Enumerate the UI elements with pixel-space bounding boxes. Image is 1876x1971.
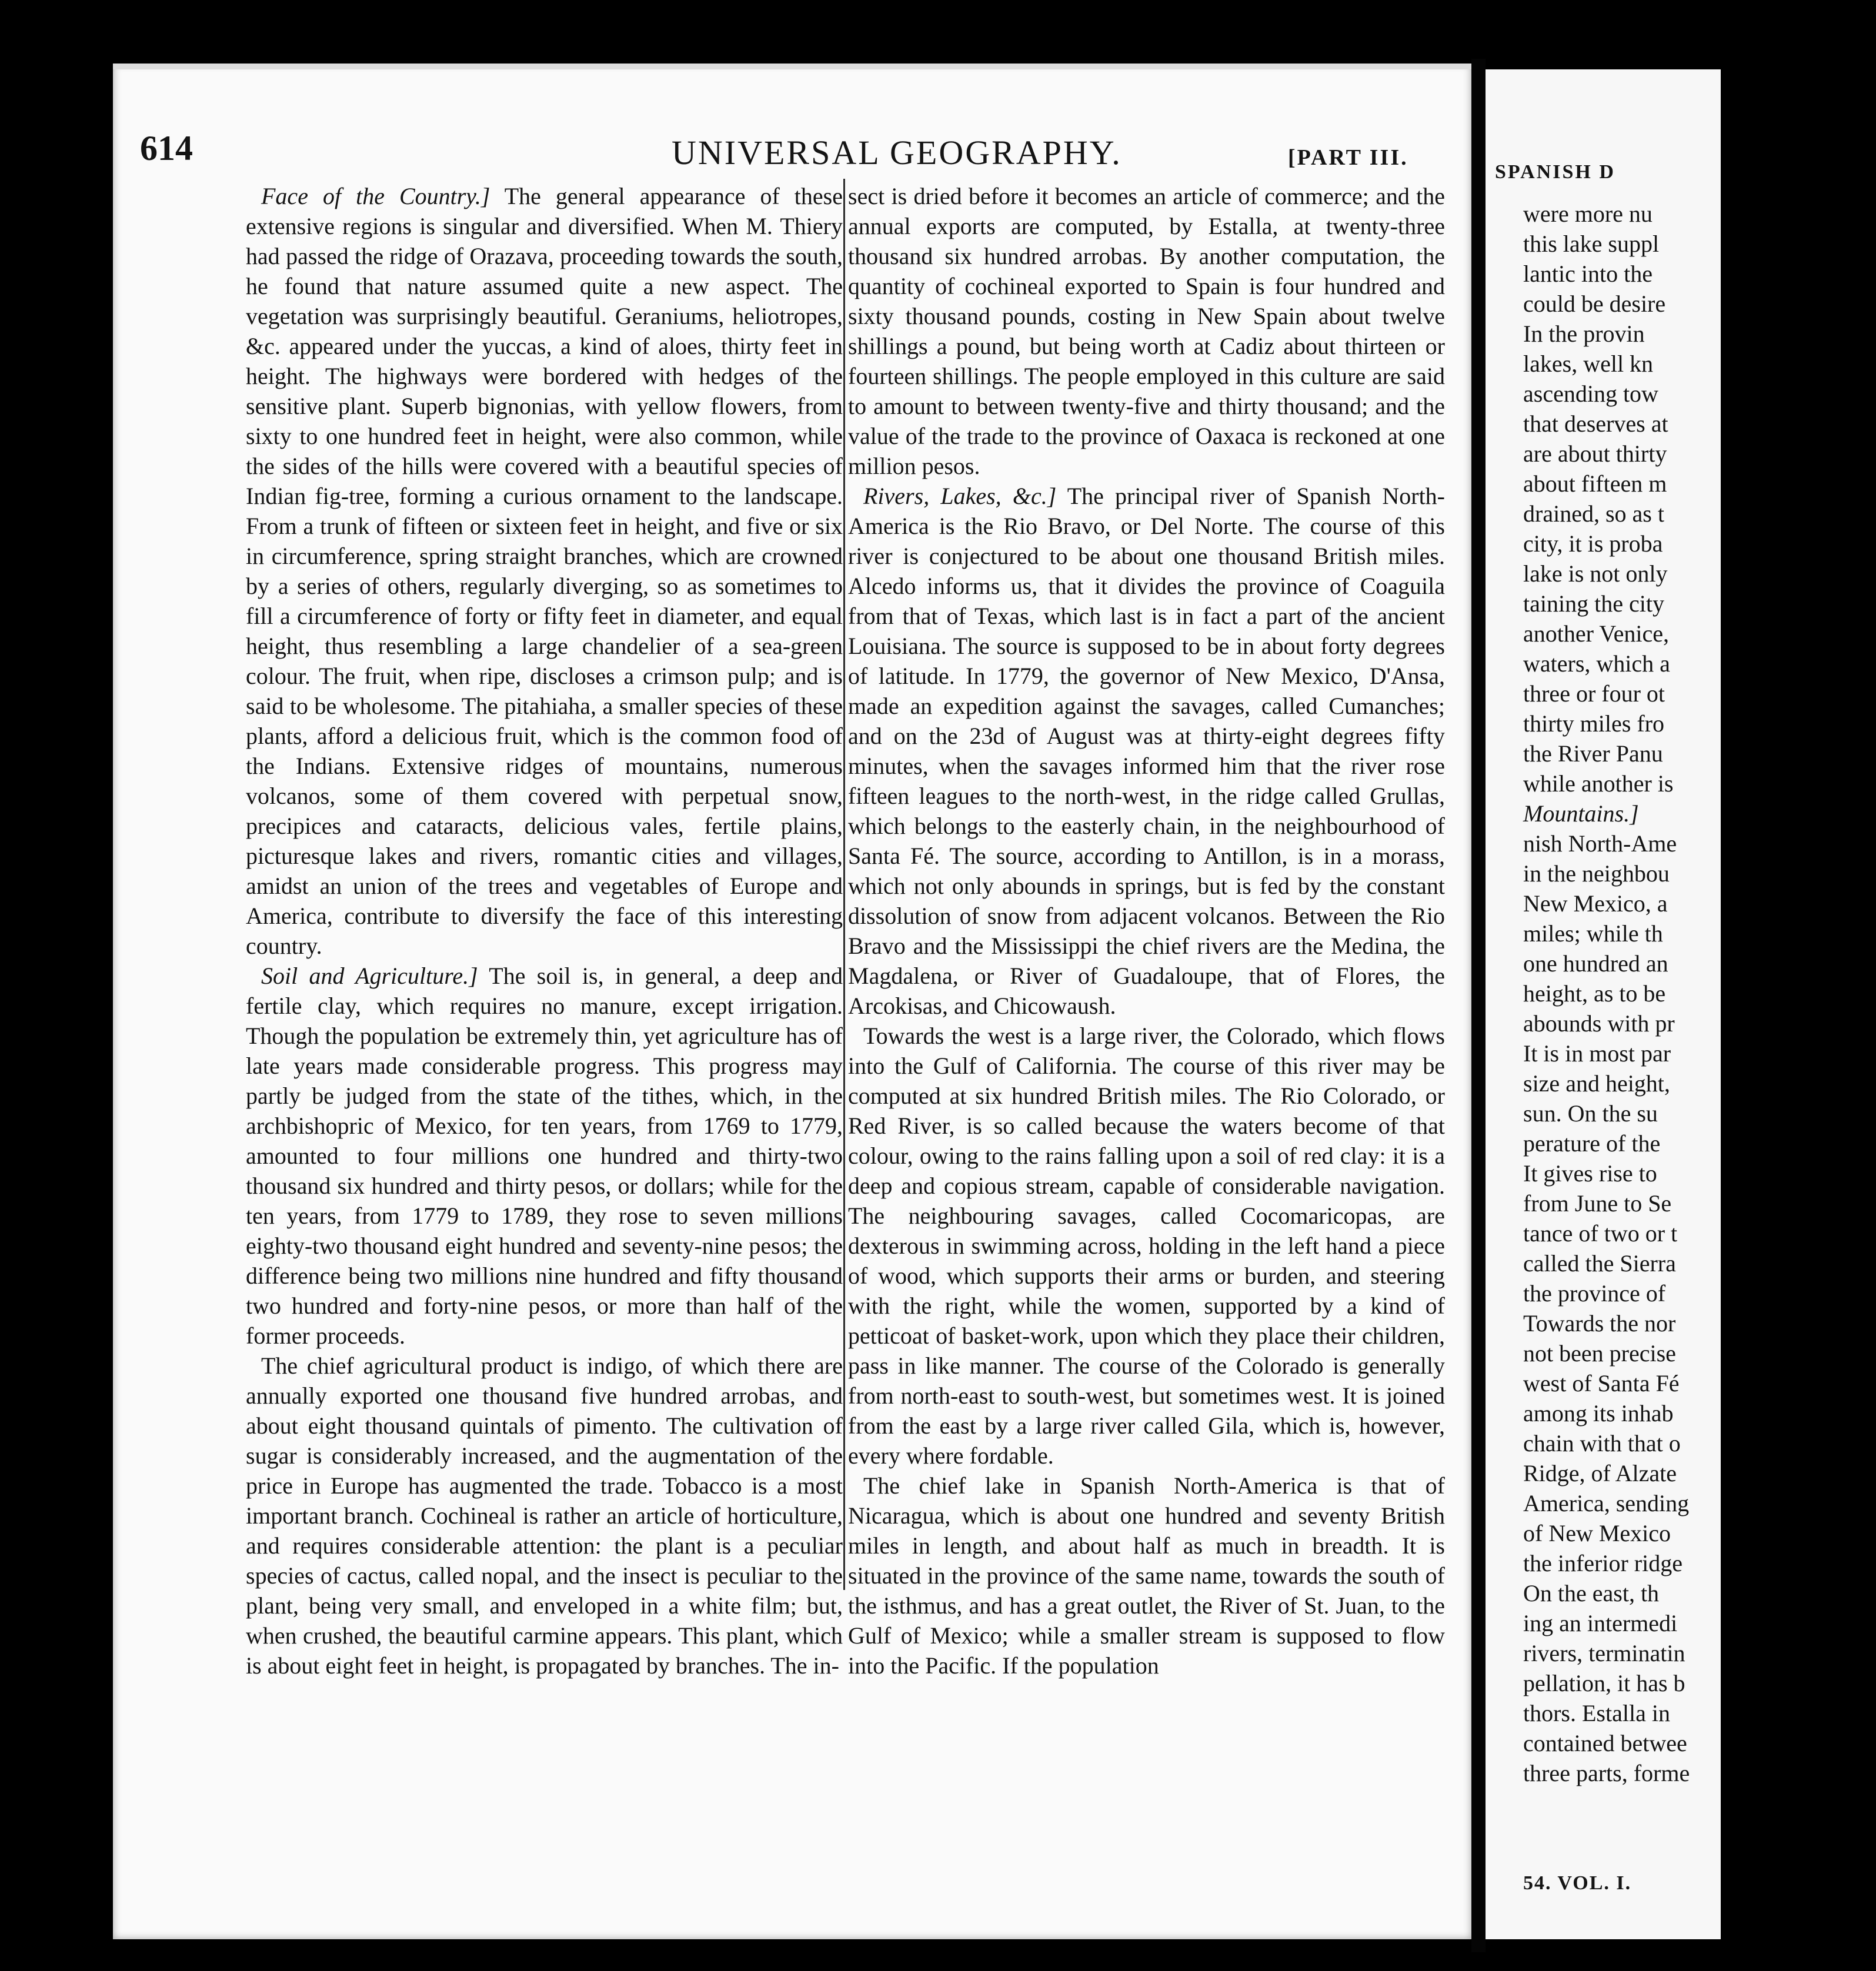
next-page-line: drained, so as t [1523, 500, 1664, 527]
next-page-line: chain with that o [1523, 1430, 1681, 1456]
paragraph-soil-agriculture [246, 961, 843, 1351]
next-page-line: that deserves at [1523, 410, 1668, 437]
next-page-line: from June to Se [1523, 1190, 1672, 1217]
next-page-line: were more nu [1523, 201, 1653, 227]
paragraph-text: The principal river of Spanish North-America is the Rio Bravo, or Del Norte. The course of this river is conjectured to be about one thousand British miles. Alcedo informs us, that it divides the province of Coaguila from that of Texas, which last is in fact a part of the ancient Louisiana. The source is supposed to be in about forty degrees of latitude. In 1779, the governor of New Mexico, D'Ansa, made an expedition against the savages, called Cumanches; and on the 23d of August was at thirty-eight degrees fifty minutes, when the savages informed him that the river rose fifteen leagues to the north-west, in the ridge called Grullas, which belongs to the easterly chain, in the neighbourhood of Santa Fé. The source, according to Antillon, is in a morass, which not only abounds in springs, but is fed by the constant dissolution of snow from adjacent volcanos. Between the Rio Bravo and the Mississippi the chief rivers are the Medina, the Magdalena, or River of Guadaloupe, that of Flores, the Arcokisas, and Chicowaush. [848, 483, 1445, 1019]
paragraph-colorado: Towards the west is a large river, the Colorado, which flows into the Gulf of California. The course of this river may be computed at six hundred British miles. The Rio Colorado, or Red River, is so called because the waters become of that colour, owing to the rains falling upon a soil of red clay: it is a deep and copious stream, capable of considerable navigation. The neighbouring savages, called Cocomaricopas, are dexterous in swimming across, holding in the left hand a piece of wood, which supports their arms or burden, and steering with the right, while the women, supported by a kind of petticoat of basket-work, upon which they place their children, pass in like manner. The course of the Colorado is generally from north-east to south-west, but sometimes west. It is joined from the east by a large river called Gila, which is, however, every where fordable. [848, 1023, 1445, 1469]
next-page-line: west of Santa Fé [1523, 1370, 1680, 1397]
next-page-line: one hundred an [1523, 950, 1668, 977]
next-page-line: miles; while th [1523, 920, 1663, 947]
next-page-line: New Mexico, a [1523, 890, 1668, 917]
next-page-line: this lake suppl [1523, 230, 1660, 257]
next-page-line: On the east, th [1523, 1580, 1660, 1606]
paragraph-text: The general appearance of these extensive regions is singular and diversified. When M. Thiery had passed the ridge of Orazava, proceeding towards the south, he found that nature assumed quite a new aspect. The vegetation was surprisingly beautiful. Geraniums, heliotropes, &c. appeared under the yuccas, a kind of aloes, thirty feet in height. The highways were bordered with hedges of the sensitive plant. Superb bignonias, with yellow flowers, from sixty to one hundred feet in height, were also common, while the sides of the hills were covered with a beautiful species of Indian fig-tree, forming a curious ornament to the landscape. From a trunk of fifteen or sixteen feet in height, and five or six in circumference, spring straight branches, which are crowned by a series of others, regularly diverging, so as sometimes to fill a circumference of forty or fifty feet in diameter, and equal height, thus resembling a large chandelier of a sea-green colour. The fruit, when ripe, discloses a crimson pulp; and is said to be wholesome. The pitahiaha, a smaller species of these plants, afford a delicious fruit, which is the common food of the Indians. Extensive ridges of mountains, numerous volcanos, some of them covered with perpetual snow, precipices and cataracts, delicious vales, fertile plains, picturesque lakes and rivers, romantic cities and villages, amidst an union of the trees and vegetables of Europe and America, contribute to diversify the face of this interesting country. [246, 183, 843, 959]
next-page-line: Ridge, of Alzate [1523, 1460, 1677, 1486]
next-page-line: height, as to be [1523, 980, 1666, 1007]
paragraph-rivers-lakes [848, 481, 1445, 1021]
next-page-line: called the Sierra [1523, 1250, 1676, 1277]
paragraph-nicaragua: The chief lake in Spanish North-America is that of Nicaragua, which is about one hundred and seventy British miles in length, and about half as much in breadth. It is situated in the province of the same name, towards the south of the isthmus, and has a great outlet, the River of St. Juan, to the Gulf of Mexico; while a smaller stream is supposed to flow into the Pacific. If the population [848, 1472, 1445, 1679]
next-page-line: Towards the nor [1523, 1310, 1676, 1337]
right-column [848, 181, 1445, 1681]
part-label: [PART III. [1288, 145, 1408, 170]
next-page-line: the inferior ridge [1523, 1550, 1683, 1576]
book-page-614 [113, 64, 1471, 1939]
next-page-line: nish North-Ame [1523, 830, 1677, 857]
next-page-line: abounds with pr [1523, 1010, 1675, 1037]
paragraph-face-of-country [246, 181, 843, 961]
column-divider [843, 179, 845, 1590]
next-page-line: of New Mexico [1523, 1520, 1671, 1546]
section-lead-rivers-lakes: Rivers, Lakes, &c.] [863, 483, 1057, 509]
next-page-line: not been precise [1523, 1340, 1676, 1367]
next-page-line: size and height, [1523, 1070, 1670, 1097]
paragraph-cochineal-continued: sect is dried before it becomes an article of commerce; and the annual exports are computed, by Estalla, at twenty-three thousand six hundred arrobas. By another computation, the quantity of cochineal exported to Spain is four hundred and sixty thousand pounds, costing in New Spain about twelve shillings a pound, but being worth at Cadiz about thirteen or fourteen shillings. The people employed in this culture are said to amount to between twenty-five and thirty thousand; and the value of the trade to the province of Oaxaca is reckoned at one million pesos. [848, 183, 1445, 479]
section-lead-soil-agriculture: Soil and Agriculture.] [261, 963, 478, 989]
next-page-line: rivers, terminatin [1523, 1640, 1685, 1666]
book-page-next [1486, 69, 1721, 1939]
next-page-line: waters, which a [1523, 650, 1670, 677]
next-page-line: the River Panu [1523, 740, 1663, 767]
next-page-line: could be desire [1523, 290, 1666, 317]
next-page-line: lake is not only [1523, 560, 1668, 587]
next-page-line: ing an intermedi [1523, 1610, 1678, 1636]
next-page-line: Mountains.] [1523, 800, 1639, 827]
book-gutter [1471, 59, 1486, 1952]
next-page-line: are about thirty [1523, 440, 1667, 467]
next-page-line: lantic into the [1523, 260, 1653, 287]
next-page-line: another Venice, [1523, 620, 1670, 647]
next-page-line: contained betwee [1523, 1730, 1687, 1756]
next-page-line: thors. Estalla in [1523, 1700, 1670, 1726]
paragraph-text: The soil is, in general, a deep and fertile clay, which requires no manure, except irrigation. Though the population be extremely thin, yet agriculture has of late years made considerable progress. This progress may partly be judged from the state of the tithes, which, in the archbishopric of Mexico, for ten years, from 1769 to 1779, amounted to four millions one hundred and thirty-two thousand six hundred and thirty pesos, or dollars; while for the ten years, from 1779 to 1789, they rose to seven millions eighty-two thousand eight hundred and seventy-nine pesos; the difference being two millions nine hundred and fifty thousand two hundred and forty-nine pesos, or more than half of the former proceeds. [246, 963, 843, 1349]
next-page-line: thirty miles fro [1523, 710, 1664, 737]
next-page-line: three parts, forme [1523, 1760, 1690, 1786]
next-page-line: pellation, it has b [1523, 1670, 1685, 1696]
next-page-line: while another is [1523, 770, 1674, 797]
next-page-line: among its inhab [1523, 1400, 1674, 1427]
next-page-line: tance of two or t [1523, 1220, 1678, 1247]
next-page-line: city, it is proba [1523, 530, 1663, 557]
left-column [246, 181, 843, 1681]
next-page-line: about fifteen m [1523, 470, 1667, 497]
page-number: 614 [140, 129, 193, 168]
next-page-line: the province of [1523, 1280, 1666, 1307]
page-header [113, 64, 1471, 172]
next-page-line: lakes, well kn [1523, 350, 1654, 377]
next-page-line: taining the city [1523, 590, 1664, 617]
next-page-line: In the provin [1523, 320, 1645, 347]
next-page-line: in the neighbou [1523, 860, 1670, 887]
next-page-line: ascending tow [1523, 380, 1658, 407]
next-page-header: SPANISH D [1495, 161, 1615, 183]
next-page-footer: 54. VOL. I. [1523, 1872, 1632, 1894]
next-page-line: It is in most par [1523, 1040, 1671, 1067]
next-page-line: It gives rise to [1523, 1160, 1657, 1187]
section-lead-face-of-country: Face of the Country.] [261, 183, 490, 209]
next-page-line: America, sending [1523, 1490, 1690, 1516]
running-title: UNIVERSAL GEOGRAPHY. [672, 133, 1122, 172]
paragraph-agricultural-product: The chief agricultural product is indigo, of which there are annually exported one thousand five hundred arrobas, and about eight thousand quintals of pimento. The cultivation of sugar is considerably increased, and the augmentation of the price in Europe has augmented the trade. Tobacco is a most important branch. Cochineal is rather an article of horticulture, and requires considerable attention: the plant is a peculiar species of cactus, called nopal, and the insect is peculiar to the plant, being very small, and enveloped in a white film; but, when crushed, the beautiful carmine appears. This plant, which is about eight feet in height, is propagated by branches. The in- [246, 1352, 843, 1679]
next-page-line: sun. On the su [1523, 1100, 1658, 1127]
next-page-line: three or four ot [1523, 680, 1665, 707]
next-page-text [1523, 199, 1876, 1788]
next-page-line: perature of the [1523, 1130, 1661, 1157]
